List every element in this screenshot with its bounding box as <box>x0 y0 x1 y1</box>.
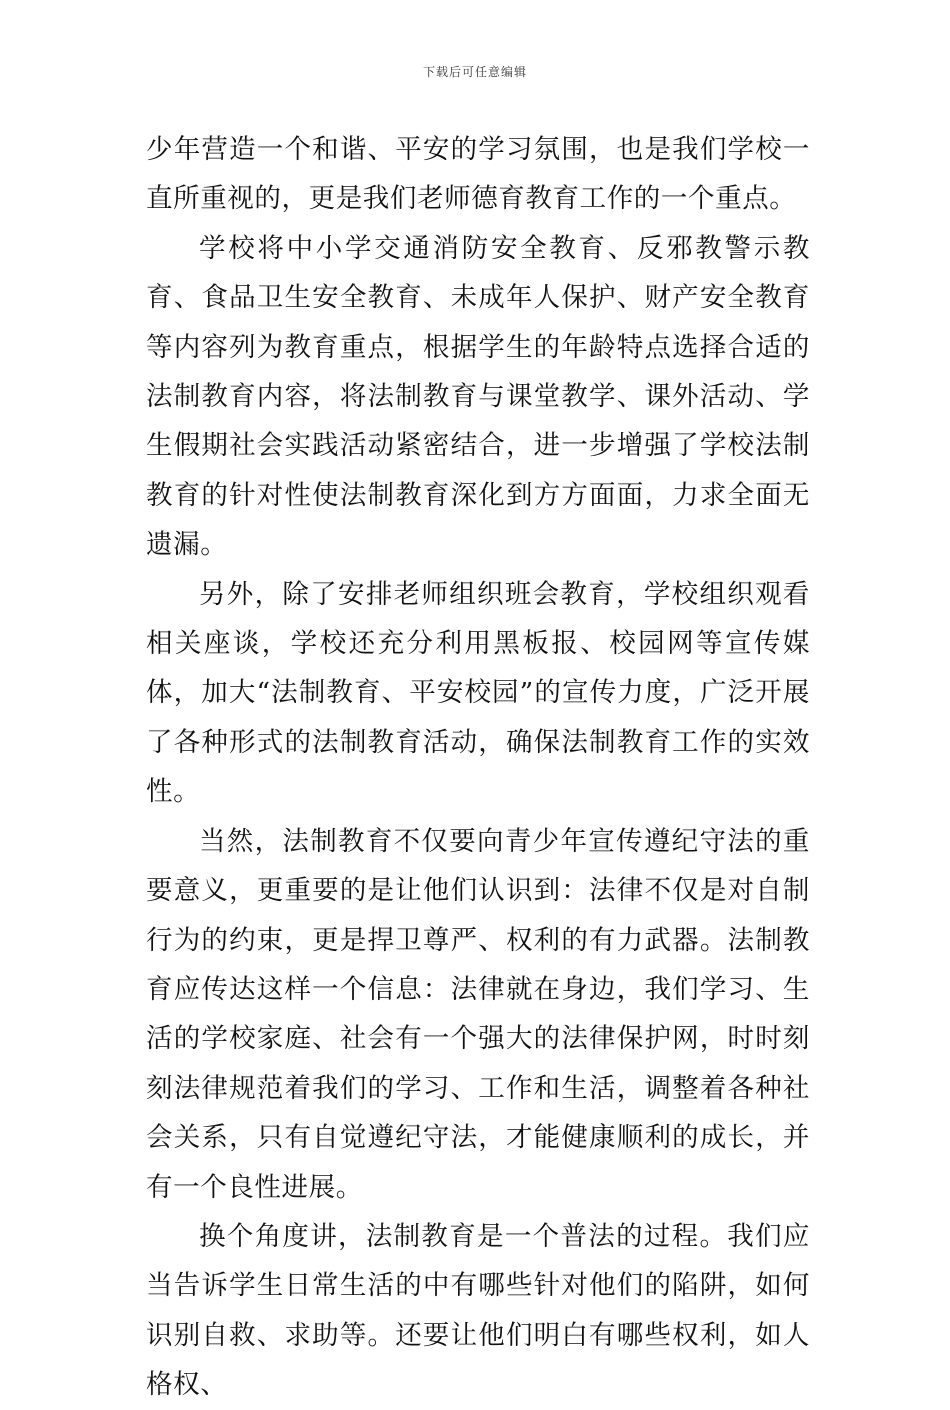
paragraph-1: 少年营造一个和谐、平安的学习氛围，也是我们学校一直所重视的，更是我们老师德育教育工作的一个重点。 <box>146 134 810 215</box>
paragraph-5: 换个角度讲，法制教育是一个普法的过程。我们应当告诉学生日常生活的中有哪些针对他们的陷阱，如何识别自救、求助等。还要让他们明白有哪些权利，如人格权、 <box>146 1220 810 1401</box>
paragraph-2: 学校将中小学交通消防安全教育、反邪教警示教育、食品卫生安全教育、未成年人保护、财产安全教育等内容列为教育重点，根据学生的年龄特点选择合适的法制教育内容，将法制教育与课堂教学、课外活动、学生假期社会实践活动紧密结合，进一步增强了学校法制教育的针对性使法制教育深化到方方面面，力求全面无遗漏。 <box>146 232 810 561</box>
paragraph-3: 另外，除了安排老师组织班会教育，学校组织观看相关座谈，学校还充分利用黑板报、校园网等宣传媒体，加大“法制教育、平安校园”的宣传力度，广泛开展了各种形式的法制教育活动，确保法制教育工作的实效性。 <box>146 578 810 808</box>
paragraph-4: 当然，法制教育不仅要向青少年宣传遵纪守法的重要意义，更重要的是让他们认识到：法律不仅是对自制行为的约束，更是捍卫尊严、权利的有力武器。法制教育应传达这样一个信息：法律就在身边，我们学习、生活的学校家庭、社会有一个强大的法律保护网，时时刻刻法律规范着我们的学习、工作和生活，调整着各种社会关系，只有自觉遵纪守法，才能健康顺利的成长，并有一个良性进展。 <box>146 825 810 1203</box>
page-header: 下载后可任意编辑 <box>422 65 527 79</box>
document-body <box>146 125 810 1410</box>
